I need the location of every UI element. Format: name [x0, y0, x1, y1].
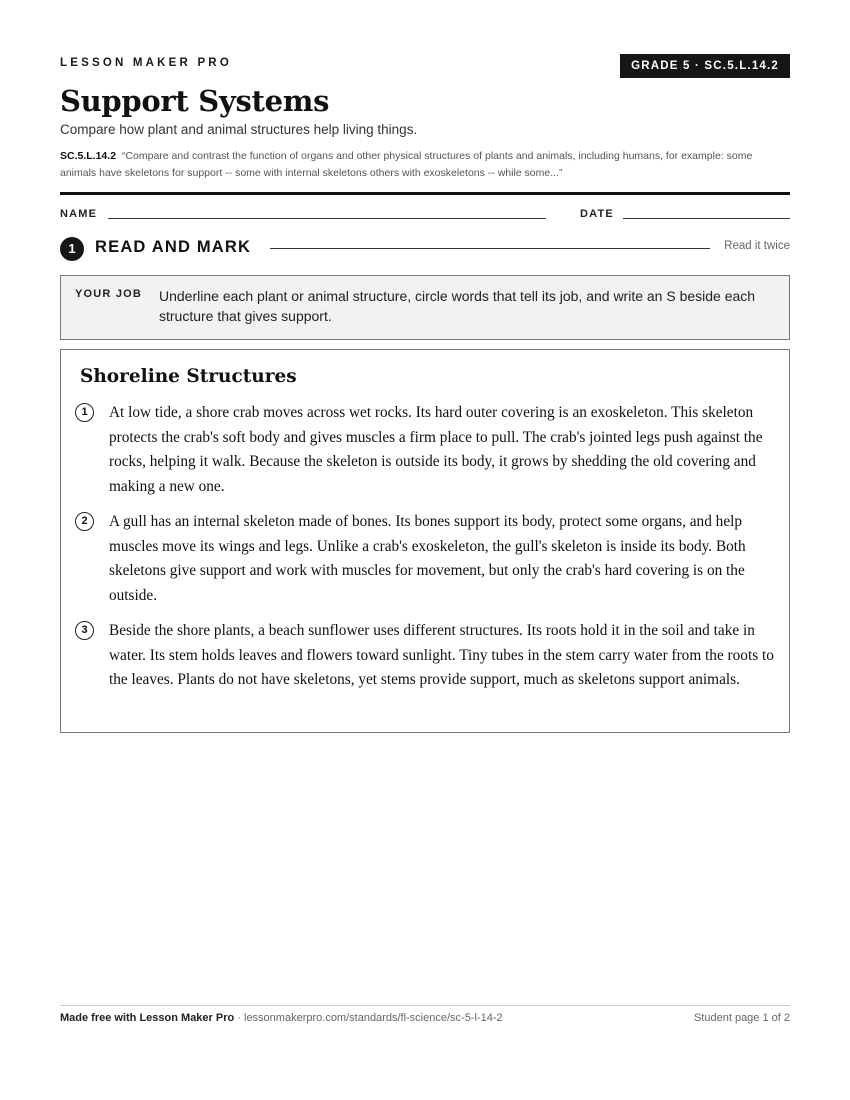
name-field[interactable]: [108, 218, 546, 219]
paragraph-text: At low tide, a shore crab moves across wet rocks. Its hard outer covering is an exoskeleton. This skeleton protects the crab's soft body and gives muscles a firm place to pull. The crab's jointed legs push against the rocks, helping it walk. Because the skeleton is outside its body, it grows by shedding the old covering and making a new one.: [109, 404, 763, 495]
paragraph-text: Beside the shore plants, a beach sunflower uses different structures. Its roots hold it in the soil and take in water. Its stem holds leaves and flowers toward sunlight. Tiny tubes in the stem carry water from the roots to the leaves. Plants do not have skeletons, yet stems provide support, much as skeletons support animals.: [109, 622, 774, 688]
footer-divider: [60, 1005, 790, 1006]
footer-separator: ·: [234, 1012, 244, 1024]
date-field[interactable]: [623, 218, 790, 219]
worksheet-page: [60, 0, 790, 1100]
footer-made-with: Made free with Lesson Maker Pro: [60, 1012, 235, 1024]
header-divider: [60, 192, 790, 195]
job-label: YOUR JOB: [75, 288, 143, 300]
grade-badge: GRADE 5 · SC.5.L.14.2: [620, 54, 790, 78]
footer-url-link[interactable]: lessonmakerpro.com/standards/fl-science/sc-5-l-14-2: [244, 1012, 503, 1024]
standard-code: SC.5.L.14.2: [60, 150, 117, 162]
passage-title: Shoreline Structures: [80, 366, 297, 387]
footer-credit: [60, 1012, 503, 1024]
paragraph-number-badge: 3: [75, 621, 94, 640]
job-instructions-box: [60, 275, 790, 340]
standard-statement: [60, 148, 790, 181]
paragraph-text: A gull has an internal skeleton made of bones. Its bones support its body, protect some organs, and help muscles move its wings and legs. Unlike a crab's exoskeleton, the gull's skeleton is inside its body. Both skeletons give support and work with muscles for movement, but only the crab's hard covering is on the outside.: [109, 513, 746, 604]
reading-passage: [60, 349, 790, 733]
paragraph-number-badge: 2: [75, 512, 94, 531]
footer-page-number: Student page 1 of 2: [693, 1012, 790, 1024]
job-text: Underline each plant or animal structure, circle words that tell its job, and write an S beside each structure that gives support.: [159, 288, 756, 324]
standard-text: “Compare and contrast the function of organs and other physical structures of plants and animals, including humans, for example: some animals have skeletons for support -- some with internal skeletons others with exoskeletons -- while some...”: [60, 150, 753, 179]
worksheet-title: Support Systems: [60, 84, 330, 118]
name-label: NAME: [60, 208, 98, 220]
section-note: Read it twice: [724, 240, 790, 252]
brand-name: LESSON MAKER PRO: [60, 57, 232, 69]
paragraph-number-badge: 1: [75, 403, 94, 422]
section-divider: [270, 248, 710, 249]
worksheet-subtitle: Compare how plant and animal structures help living things.: [60, 122, 418, 137]
section-title: READ AND MARK: [95, 238, 252, 256]
date-label: DATE: [580, 208, 614, 220]
section-number-badge: 1: [60, 237, 84, 261]
